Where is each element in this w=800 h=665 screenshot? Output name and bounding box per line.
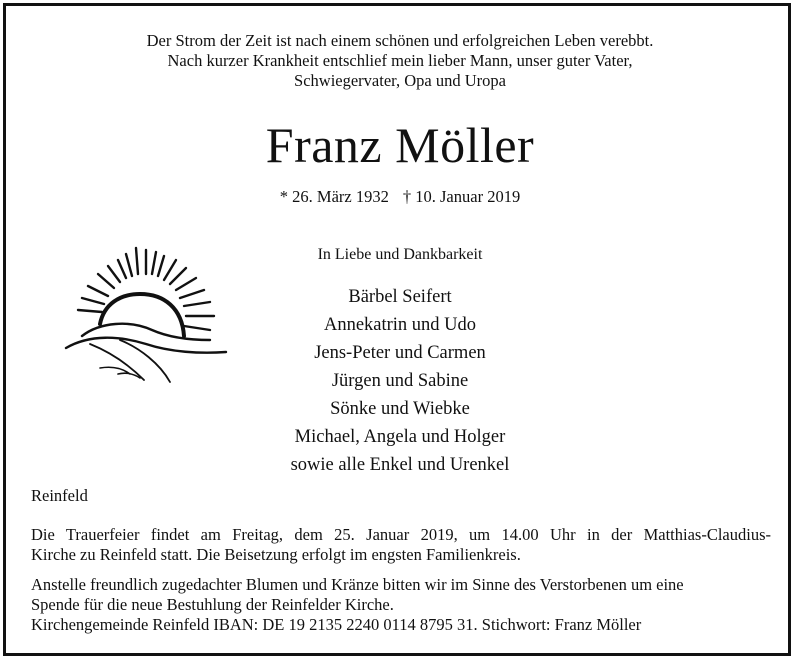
intro-text (0, 31, 800, 91)
deceased-name: Franz Möller (265, 117, 535, 173)
funeral-line: Die Trauerfeier findet am Freitag, dem 25. Januar 2019, um 14.00 Uhr in der Matthias-Claudius- (31, 525, 771, 544)
mourner: Annekatrin und Udo (323, 315, 477, 335)
funeral-line: Kirche zu Reinfeld statt. Die Beisetzung erfolgt im engsten Familienkreis. (31, 545, 521, 564)
donation-line: Anstelle freundlich zugedachter Blumen und Kränze bitten wir im Sinne des Verstorbenen um eine (31, 575, 684, 594)
mourner: Jürgen und Sabine (331, 371, 469, 391)
mourner: sowie alle Enkel und Urenkel (290, 455, 510, 475)
donation-line: Spende für die neue Bestuhlung der Reinfelder Kirche. (31, 595, 394, 614)
life-dates (0, 187, 800, 207)
thanks-line: In Liebe und Dankbarkeit (317, 246, 483, 263)
funeral-info (31, 525, 771, 565)
intro-line: Nach kurzer Krankheit entschlief mein lieber Mann, unser guter Vater, (167, 51, 633, 70)
intro-line: Der Strom der Zeit ist nach einem schönen und erfolgreichen Leben verebbt. (146, 31, 654, 50)
mourner: Michael, Angela und Holger (294, 427, 506, 447)
intro-line: Schwiegervater, Opa und Uropa (294, 71, 506, 90)
mourner: Jens-Peter und Carmen (314, 343, 486, 363)
mourners-list (0, 283, 800, 479)
place-name: Reinfeld (31, 486, 88, 505)
mourner: Sönke und Wiebke (330, 399, 470, 419)
donation-line: Kirchengemeinde Reinfeld IBAN: DE 19 2135 2240 0114 8795 31. Stichwort: Franz Möller (31, 615, 642, 634)
donation-info (31, 575, 771, 635)
death-date: † 10. Januar 2019 (402, 187, 521, 206)
birth-date: * 26. März 1932 (279, 187, 389, 206)
mourner: Bärbel Seifert (348, 287, 452, 307)
